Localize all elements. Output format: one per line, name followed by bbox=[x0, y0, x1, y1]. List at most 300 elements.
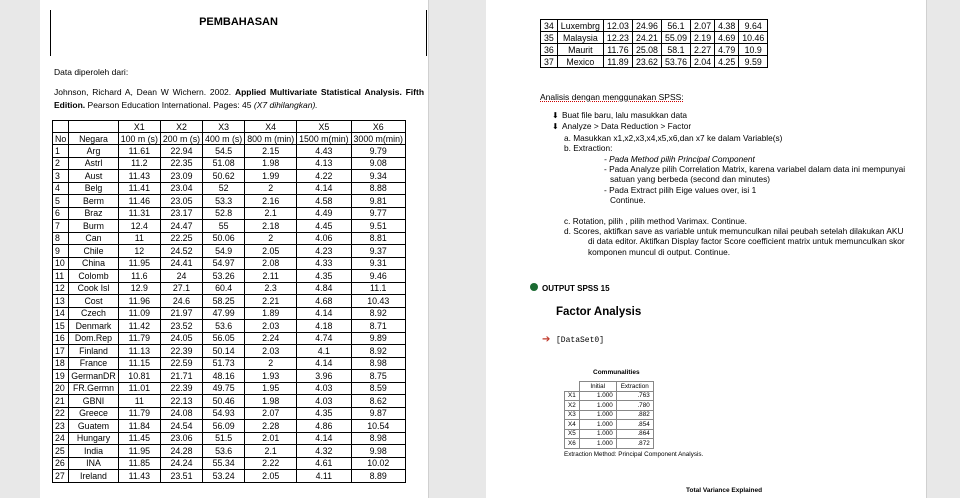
table-row bbox=[53, 457, 406, 470]
table-row bbox=[541, 56, 768, 68]
table-cell: 1.99 bbox=[245, 170, 297, 183]
comm-row bbox=[565, 391, 654, 401]
table-cell: 55.09 bbox=[661, 32, 690, 44]
table-cell: 50.46 bbox=[203, 395, 245, 408]
table-cell: 21.97 bbox=[160, 307, 202, 320]
header-col-cell: 3000 m(min) bbox=[351, 133, 405, 145]
table-cell: 11.41 bbox=[118, 182, 160, 195]
table-cell: GermanDR bbox=[69, 370, 118, 383]
table-cell: 8.62 bbox=[351, 395, 405, 408]
table-cell: 23.09 bbox=[160, 170, 202, 183]
table-cell: 9.34 bbox=[351, 170, 405, 183]
table-cell: 11.1 bbox=[351, 282, 405, 295]
table-cell: 2.07 bbox=[245, 407, 297, 420]
table-cell: 12 bbox=[118, 245, 160, 258]
table-cell: 12.4 bbox=[118, 220, 160, 233]
table-cell: 1.95 bbox=[245, 382, 297, 395]
table-cell: 3.96 bbox=[297, 370, 351, 383]
comm-cell: .864 bbox=[616, 429, 653, 439]
table-row bbox=[541, 44, 768, 56]
table-cell: 15 bbox=[53, 320, 69, 333]
table-row bbox=[53, 257, 406, 270]
table-cell: Colomb bbox=[69, 270, 118, 283]
table-cell: 4.14 bbox=[297, 357, 351, 370]
table-cell: 2.04 bbox=[690, 56, 714, 68]
table-cell: 24.24 bbox=[160, 457, 202, 470]
comm-cell: X1 bbox=[565, 391, 580, 401]
table-cell: 36 bbox=[541, 44, 558, 56]
table-cell: 4.35 bbox=[297, 407, 351, 420]
table-row bbox=[53, 345, 406, 358]
table-cell: 11 bbox=[118, 232, 160, 245]
table-row bbox=[541, 32, 768, 44]
table-cell: 11.96 bbox=[118, 295, 160, 308]
table-row bbox=[53, 445, 406, 458]
table-row bbox=[53, 382, 406, 395]
table-cell: Astrl bbox=[69, 157, 118, 170]
table-row bbox=[53, 220, 406, 233]
table-cell: 23.62 bbox=[632, 56, 661, 68]
table-cell: 12 bbox=[53, 282, 69, 295]
table-cell: 51.73 bbox=[203, 357, 245, 370]
table-cell: 23.51 bbox=[160, 470, 202, 483]
table-cell: Belg bbox=[69, 182, 118, 195]
table-cell: 10.46 bbox=[739, 32, 768, 44]
table-cell: 13 bbox=[53, 295, 69, 308]
table-cell: 11.79 bbox=[118, 332, 160, 345]
table-cell: 23 bbox=[53, 420, 69, 433]
citation-rest: Pearson Education International. Pages: 45 bbox=[85, 100, 254, 110]
table-cell: 24 bbox=[53, 432, 69, 445]
table-cell: 2.05 bbox=[245, 470, 297, 483]
table-cell: 50.06 bbox=[203, 232, 245, 245]
table-cell: Denmark bbox=[69, 320, 118, 333]
table-cell: 8.92 bbox=[351, 345, 405, 358]
step-d-cont: komponen muncul di output. Continue. bbox=[588, 246, 731, 257]
table-cell: 22.25 bbox=[160, 232, 202, 245]
table-cell: 11.09 bbox=[118, 307, 160, 320]
table-cell: Luxembrg bbox=[557, 20, 603, 32]
step-c: c. Rotation, pilih , pilih method Varimax. Continue. bbox=[564, 215, 747, 226]
table-cell: 24.47 bbox=[160, 220, 202, 233]
table-cell: 11.43 bbox=[118, 470, 160, 483]
step-d: d. Scores, aktifkan save as variable untuk memunculkan nilai peubah setelah dilakukan AKU bbox=[564, 226, 904, 237]
spacer bbox=[552, 206, 926, 216]
comm-cell: 1.000 bbox=[579, 401, 616, 411]
header-var-cell bbox=[53, 121, 69, 133]
table-cell: 2 bbox=[245, 182, 297, 195]
comm-row bbox=[565, 439, 654, 449]
table-cell: 34 bbox=[541, 20, 558, 32]
table-cell: 11.76 bbox=[603, 44, 632, 56]
table-cell: 12.9 bbox=[118, 282, 160, 295]
table-cell: 4.49 bbox=[297, 207, 351, 220]
total-variance-title: Total Variance Explained bbox=[686, 487, 763, 494]
header-col-cell: 1500 m(min) bbox=[297, 133, 351, 145]
table-cell: 11.61 bbox=[118, 145, 160, 158]
table-cell: 9.31 bbox=[351, 257, 405, 270]
table-row bbox=[53, 270, 406, 283]
table-cell: 10.81 bbox=[118, 370, 160, 383]
table-cell: 9.46 bbox=[351, 270, 405, 283]
table-cell: 2.21 bbox=[245, 295, 297, 308]
table-cell: 53.76 bbox=[661, 56, 690, 68]
header-var-cell: X4 bbox=[245, 121, 297, 133]
step-a: a. Masukkan x1,x2,x3,x4,x5,x6,dan x7 ke dalam Variable(s) bbox=[564, 132, 783, 143]
table-cell: 9.98 bbox=[351, 445, 405, 458]
factor-analysis-title: Factor Analysis bbox=[556, 306, 642, 318]
table-row bbox=[541, 20, 768, 32]
table-cell: 4.32 bbox=[297, 445, 351, 458]
table-cell: 24.6 bbox=[160, 295, 202, 308]
table-row bbox=[53, 182, 406, 195]
table-cell: 2.05 bbox=[245, 245, 297, 258]
table-cell: 10.02 bbox=[351, 457, 405, 470]
table-cell: 2.03 bbox=[245, 320, 297, 333]
table-cell: 25 bbox=[53, 445, 69, 458]
table-cell: 11.79 bbox=[118, 407, 160, 420]
table-cell: 4.58 bbox=[297, 195, 351, 208]
table-cell: 11.85 bbox=[118, 457, 160, 470]
table-row bbox=[53, 470, 406, 483]
table-cell: 11.95 bbox=[118, 445, 160, 458]
table-cell: 2.28 bbox=[245, 420, 297, 433]
table-cell: 21.71 bbox=[160, 370, 202, 383]
extraction-item: satuan yang berbeda (second dan minutes) bbox=[610, 174, 771, 185]
table-cell: 53.26 bbox=[203, 270, 245, 283]
table-cell: 4.18 bbox=[297, 320, 351, 333]
table-cell: 1.98 bbox=[245, 395, 297, 408]
table-cell: 4.03 bbox=[297, 395, 351, 408]
table-cell: 24 bbox=[160, 270, 202, 283]
table-cell: 2.16 bbox=[245, 195, 297, 208]
table-cell: 4.22 bbox=[297, 170, 351, 183]
table-cell: 22.39 bbox=[160, 345, 202, 358]
table-cell: 4.61 bbox=[297, 457, 351, 470]
table-cell: 24.08 bbox=[160, 407, 202, 420]
table-cell: 2.22 bbox=[245, 457, 297, 470]
header-col-cell: 800 m (min) bbox=[245, 133, 297, 145]
table-cell: 53.6 bbox=[203, 445, 245, 458]
table-cell: 35 bbox=[541, 32, 558, 44]
table-row bbox=[53, 395, 406, 408]
table-cell: 24.28 bbox=[160, 445, 202, 458]
table-cell: 22.94 bbox=[160, 145, 202, 158]
table-cell: GBNI bbox=[69, 395, 118, 408]
table-cell: 58.25 bbox=[203, 295, 245, 308]
comm-header-extraction: Extraction bbox=[616, 382, 653, 392]
header-var-cell: X5 bbox=[297, 121, 351, 133]
table-cell: 4.11 bbox=[297, 470, 351, 483]
table-cell: 18 bbox=[53, 357, 69, 370]
table-cell: 1.89 bbox=[245, 307, 297, 320]
extraction-item: - Pada Method pilih Principal Component bbox=[604, 153, 755, 164]
table-cell: 37 bbox=[541, 56, 558, 68]
table-cell: 5 bbox=[53, 195, 69, 208]
citation bbox=[54, 86, 424, 112]
table-cell: 11.13 bbox=[118, 345, 160, 358]
table-cell: 2.18 bbox=[245, 220, 297, 233]
table-cell: 8.89 bbox=[351, 470, 405, 483]
table-cell: 2 bbox=[245, 357, 297, 370]
right-document-page bbox=[486, 0, 926, 498]
table-cell: 23.17 bbox=[160, 207, 202, 220]
table-cell: 4.69 bbox=[715, 32, 739, 44]
comm-cell: 1.000 bbox=[579, 439, 616, 449]
page-edge bbox=[926, 0, 927, 498]
red-arrow-icon: ➔ bbox=[542, 334, 551, 345]
table-cell: 52 bbox=[203, 182, 245, 195]
table-row bbox=[53, 432, 406, 445]
table-cell: 8.98 bbox=[351, 357, 405, 370]
title-box bbox=[50, 10, 427, 56]
table-cell: 2.03 bbox=[245, 345, 297, 358]
table-row bbox=[53, 295, 406, 308]
table-cell: Aust bbox=[69, 170, 118, 183]
table-row bbox=[53, 370, 406, 383]
table-cell: Mexico bbox=[557, 56, 603, 68]
table-cell: 8.88 bbox=[351, 182, 405, 195]
page-edge bbox=[428, 0, 429, 498]
table-cell: 48.16 bbox=[203, 370, 245, 383]
table-cell: 54.5 bbox=[203, 145, 245, 158]
table-cell: 4.25 bbox=[715, 56, 739, 68]
table-cell: Czech bbox=[69, 307, 118, 320]
table-cell: 12.23 bbox=[603, 32, 632, 44]
table-cell: 54.93 bbox=[203, 407, 245, 420]
table-cell: 4.1 bbox=[297, 345, 351, 358]
table-cell: 27.1 bbox=[160, 282, 202, 295]
continued-data-table bbox=[540, 19, 768, 68]
table-cell: 11.2 bbox=[118, 157, 160, 170]
table-cell: China bbox=[69, 257, 118, 270]
table-cell: 10.9 bbox=[739, 44, 768, 56]
table-cell: 4.06 bbox=[297, 232, 351, 245]
table-cell: 9.79 bbox=[351, 145, 405, 158]
table-cell: 4.14 bbox=[297, 307, 351, 320]
comm-header-row bbox=[565, 382, 654, 392]
comm-cell: .854 bbox=[616, 420, 653, 430]
communalities-title: Communalities bbox=[593, 369, 640, 376]
table-cell: Greece bbox=[69, 407, 118, 420]
table-row bbox=[53, 195, 406, 208]
table-cell: 2.3 bbox=[245, 282, 297, 295]
table-cell: 1.98 bbox=[245, 157, 297, 170]
table-cell: 22 bbox=[53, 407, 69, 420]
table-cell: 4.84 bbox=[297, 282, 351, 295]
step-item: ⬇ Analyze > Data Reduction > Factor bbox=[552, 121, 692, 132]
arrow-bullet-icon: ⬇ bbox=[552, 122, 559, 132]
table-row bbox=[53, 320, 406, 333]
table-cell: 4.13 bbox=[297, 157, 351, 170]
table-cell: Malaysia bbox=[557, 32, 603, 44]
table-row bbox=[53, 307, 406, 320]
table-cell: 9.81 bbox=[351, 195, 405, 208]
extraction-item: Continue. bbox=[610, 195, 646, 206]
table-cell: Can bbox=[69, 232, 118, 245]
table-cell: 50.62 bbox=[203, 170, 245, 183]
table-cell: 54.9 bbox=[203, 245, 245, 258]
comm-row bbox=[565, 429, 654, 439]
table-row bbox=[53, 170, 406, 183]
table-cell: 55 bbox=[203, 220, 245, 233]
table-row bbox=[53, 207, 406, 220]
table-cell: 2.1 bbox=[245, 445, 297, 458]
step-item: ⬇ Buat file baru, lalu masukkan data bbox=[552, 110, 687, 120]
table-cell: 14 bbox=[53, 307, 69, 320]
table-cell: 52.8 bbox=[203, 207, 245, 220]
table-cell: 4.14 bbox=[297, 432, 351, 445]
table-cell: 9.89 bbox=[351, 332, 405, 345]
comm-cell: .780 bbox=[616, 401, 653, 411]
page-title: PEMBAHASAN bbox=[199, 16, 278, 28]
table-cell: 24.96 bbox=[632, 20, 661, 32]
table-cell: Maurit bbox=[557, 44, 603, 56]
table-cell: 11.95 bbox=[118, 257, 160, 270]
table-cell: 2.24 bbox=[245, 332, 297, 345]
table-cell: 2.19 bbox=[690, 32, 714, 44]
table-header-cols bbox=[53, 133, 406, 145]
table-cell: 4.68 bbox=[297, 295, 351, 308]
table-cell: Finland bbox=[69, 345, 118, 358]
output-title: OUTPUT SPSS 15 bbox=[542, 284, 610, 293]
table-cell: INA bbox=[69, 457, 118, 470]
table-cell: 56.09 bbox=[203, 420, 245, 433]
table-cell: 2.07 bbox=[690, 20, 714, 32]
table-cell: 24.21 bbox=[632, 32, 661, 44]
table-row bbox=[53, 232, 406, 245]
table-cell: 11 bbox=[118, 395, 160, 408]
table-cell: 9 bbox=[53, 245, 69, 258]
extraction-item: - Pada Extract pilih Eige values over, isi 1 bbox=[604, 184, 757, 195]
comm-cell: 1.000 bbox=[579, 410, 616, 420]
table-cell: 4.86 bbox=[297, 420, 351, 433]
table-cell: 11.43 bbox=[118, 170, 160, 183]
table-cell: 8 bbox=[53, 232, 69, 245]
comm-row bbox=[565, 401, 654, 411]
table-cell: Berm bbox=[69, 195, 118, 208]
step-d-cont: di data editor. Aktifkan Display factor Score coefficient matrix untuk memunculkan skor bbox=[588, 236, 905, 247]
table-cell: 11.84 bbox=[118, 420, 160, 433]
table-cell: 22.39 bbox=[160, 382, 202, 395]
table-cell: 4.23 bbox=[297, 245, 351, 258]
comm-cell: X5 bbox=[565, 429, 580, 439]
table-cell: 1 bbox=[53, 145, 69, 158]
table-cell: 4.03 bbox=[297, 382, 351, 395]
table-cell: 26 bbox=[53, 457, 69, 470]
analysis-heading: Analisis dengan menggunakan SPSS: bbox=[540, 92, 684, 102]
table-cell: 4.74 bbox=[297, 332, 351, 345]
comm-cell: 1.000 bbox=[579, 420, 616, 430]
table-cell: 2.11 bbox=[245, 270, 297, 283]
table-cell: India bbox=[69, 445, 118, 458]
step-b: b. Extraction: bbox=[564, 143, 613, 154]
table-cell: Chile bbox=[69, 245, 118, 258]
spss-steps bbox=[552, 110, 926, 257]
table-cell: Arg bbox=[69, 145, 118, 158]
table-cell: FR.Germn bbox=[69, 382, 118, 395]
table-cell: 8.59 bbox=[351, 382, 405, 395]
comm-cell: X2 bbox=[565, 401, 580, 411]
table-row bbox=[53, 332, 406, 345]
table-cell: 24.54 bbox=[160, 420, 202, 433]
table-cell: Dom.Rep bbox=[69, 332, 118, 345]
header-col-cell: No bbox=[53, 133, 69, 145]
table-cell: 2.27 bbox=[690, 44, 714, 56]
table-cell: 10.54 bbox=[351, 420, 405, 433]
table-cell: 2 bbox=[245, 232, 297, 245]
table-cell: 11.46 bbox=[118, 195, 160, 208]
table-row bbox=[53, 245, 406, 258]
table-cell: 8.75 bbox=[351, 370, 405, 383]
table-cell: 4.43 bbox=[297, 145, 351, 158]
table-cell: 4.33 bbox=[297, 257, 351, 270]
table-cell: 20 bbox=[53, 382, 69, 395]
table-cell: Ireland bbox=[69, 470, 118, 483]
table-cell: 11.89 bbox=[603, 56, 632, 68]
table-row bbox=[53, 282, 406, 295]
table-cell: 21 bbox=[53, 395, 69, 408]
comm-header-blank bbox=[565, 382, 580, 392]
table-cell: 53.3 bbox=[203, 195, 245, 208]
table-row bbox=[53, 407, 406, 420]
table-cell: 7 bbox=[53, 220, 69, 233]
table-cell: 47.99 bbox=[203, 307, 245, 320]
table-cell: 24.41 bbox=[160, 257, 202, 270]
table-cell: 56.05 bbox=[203, 332, 245, 345]
table-cell: 17 bbox=[53, 345, 69, 358]
table-cell: 51.08 bbox=[203, 157, 245, 170]
table-cell: 12.03 bbox=[603, 20, 632, 32]
comm-header-initial: Initial bbox=[579, 382, 616, 392]
table-cell: 11.01 bbox=[118, 382, 160, 395]
header-col-cell: 200 m (s) bbox=[160, 133, 202, 145]
comm-row bbox=[565, 410, 654, 420]
table-cell: 24.05 bbox=[160, 332, 202, 345]
table-cell: 23.05 bbox=[160, 195, 202, 208]
comm-cell: X4 bbox=[565, 420, 580, 430]
table-cell: 58.1 bbox=[661, 44, 690, 56]
table-cell: 2.1 bbox=[245, 207, 297, 220]
table-cell: 11.42 bbox=[118, 320, 160, 333]
table-cell: 22.13 bbox=[160, 395, 202, 408]
table-cell: 10.43 bbox=[351, 295, 405, 308]
table-row bbox=[53, 157, 406, 170]
header-var-cell: X1 bbox=[118, 121, 160, 133]
table-cell: 9.37 bbox=[351, 245, 405, 258]
table-cell: 4 bbox=[53, 182, 69, 195]
table-cell: 10 bbox=[53, 257, 69, 270]
table-cell: 22.35 bbox=[160, 157, 202, 170]
table-cell: 55.34 bbox=[203, 457, 245, 470]
citation-title: Applied Multivariate Statistical Analysis. Fifth Edition. bbox=[54, 87, 425, 110]
table-cell: 60.4 bbox=[203, 282, 245, 295]
comm-cell: .882 bbox=[616, 410, 653, 420]
table-cell: 2.01 bbox=[245, 432, 297, 445]
table-cell: 2.15 bbox=[245, 145, 297, 158]
header-var-cell bbox=[69, 121, 118, 133]
green-bullet-icon bbox=[530, 283, 538, 291]
table-cell: Hungary bbox=[69, 432, 118, 445]
table-cell: 53.6 bbox=[203, 320, 245, 333]
table-cell: 49.75 bbox=[203, 382, 245, 395]
comm-cell: 1.000 bbox=[579, 391, 616, 401]
header-col-cell: Negara bbox=[69, 133, 118, 145]
table-cell: 8.92 bbox=[351, 307, 405, 320]
left-document-page bbox=[40, 0, 428, 498]
table-cell: 4.79 bbox=[715, 44, 739, 56]
communalities-table bbox=[564, 381, 654, 449]
